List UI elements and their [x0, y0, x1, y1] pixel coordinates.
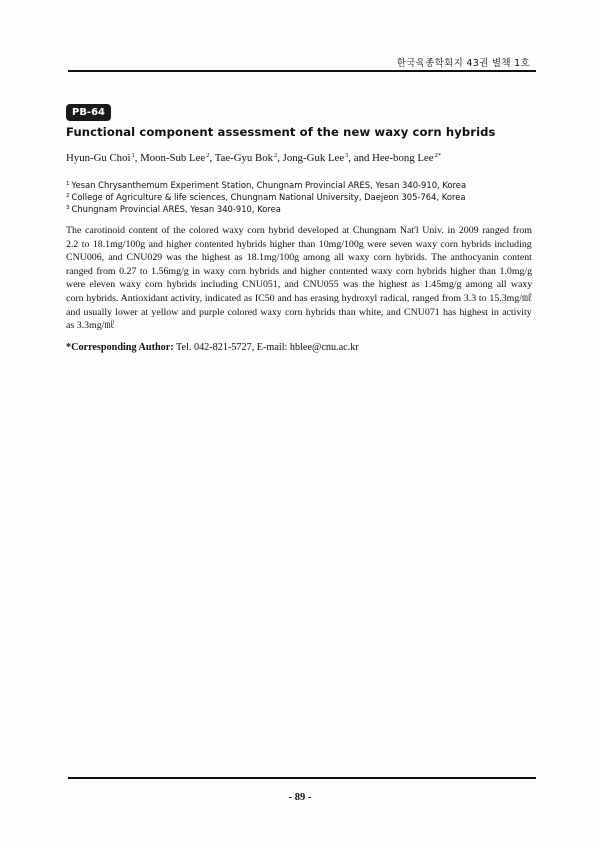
author-affiliation-mark: 1: [131, 152, 135, 159]
abstract-line: ranged from 0.27 to 1.56mg/g in waxy corn hybrids and higher contented waxy corn hybrids higher than 1.0mg/g: [66, 265, 533, 277]
affiliation-number: 2: [66, 193, 70, 199]
journal-header: 한국육종학회지 43권 별책 1호: [396, 58, 530, 69]
affiliation-number: 1: [66, 181, 70, 187]
affiliation-number: 3: [66, 205, 70, 211]
affiliation-2: [66, 192, 466, 202]
author-affiliation-mark: 3: [345, 152, 349, 159]
abstract-line: were eleven waxy corn hybrids including CNU051, and CNU055 was the highest as 1.45mg/g among all waxy: [66, 279, 533, 291]
author-list: [66, 152, 441, 164]
author-separator: , and: [348, 152, 373, 164]
poster-badge: PB-64: [66, 104, 111, 121]
footer-rule: [68, 777, 536, 779]
affiliation-text: Chungnam Provincial ARES, Yesan 340-910, Korea: [71, 204, 281, 214]
abstract: [66, 224, 532, 333]
abstract-line: and usually lower at yellow and purple colored waxy corn hybrids than white, and CNU071 has highest in activity: [66, 306, 532, 318]
author-separator: ,: [134, 152, 141, 164]
abstract-line: as 3.3mg/㎖: [66, 320, 115, 332]
corresponding-author-label: *Corresponding Author:: [66, 342, 174, 353]
abstract-line: corn hybrids. Antioxidant activity, indicated as IC50 and has erasing hydroxyl radical, ranged from 3.3 to 15.3mg/㎖: [66, 292, 532, 304]
author: Moon-Sub Lee: [140, 152, 206, 164]
header-rule: [68, 70, 536, 72]
affiliation-3: [66, 204, 281, 214]
paper-title: Functional component assessment of the new waxy corn hybrids: [66, 125, 496, 139]
abstract-line: 2.2 to 18.1mg/100g and higher contented hybrids higher than 10mg/100g were seven waxy corn hybrids including: [66, 238, 532, 250]
affiliation-text: College of Agriculture & life sciences, Chungnam National University, Daejeon 305-764, Korea: [71, 192, 466, 202]
author: Jong-Guk Lee: [282, 152, 345, 164]
abstract-line: CNU006, and CNU029 was the highest as 18.1mg/100g among all waxy corn hybrids. The anthocyanin content: [66, 252, 532, 264]
author: Hyun-Gu Choi: [66, 152, 131, 164]
author-affiliation-mark: 2: [206, 152, 210, 159]
affiliation-text: Yesan Chrysanthemum Experiment Station, Chungnam Provincial ARES, Yesan 340-910, Korea: [71, 180, 467, 190]
author: Hee-bong Lee: [372, 152, 434, 164]
author-separator: ,: [209, 152, 215, 164]
abstract-line: The carotinoid content of the colored waxy corn hybrid developed at Chungnam Nat'l Univ. in 2009 ranged from: [66, 225, 532, 236]
author: Tae-Gyu Bok: [214, 152, 273, 164]
author-separator: ,: [277, 152, 283, 164]
affiliation-1: [66, 180, 466, 190]
author-affiliation-mark: 2: [274, 152, 278, 159]
corresponding-author: [66, 342, 359, 353]
corresponding-author-contact: Tel. 042-821-5727, E-mail: hblee@cnu.ac.kr: [176, 342, 359, 353]
author-affiliation-mark: 2*: [434, 152, 442, 159]
page-number: - 89 -: [288, 792, 312, 803]
